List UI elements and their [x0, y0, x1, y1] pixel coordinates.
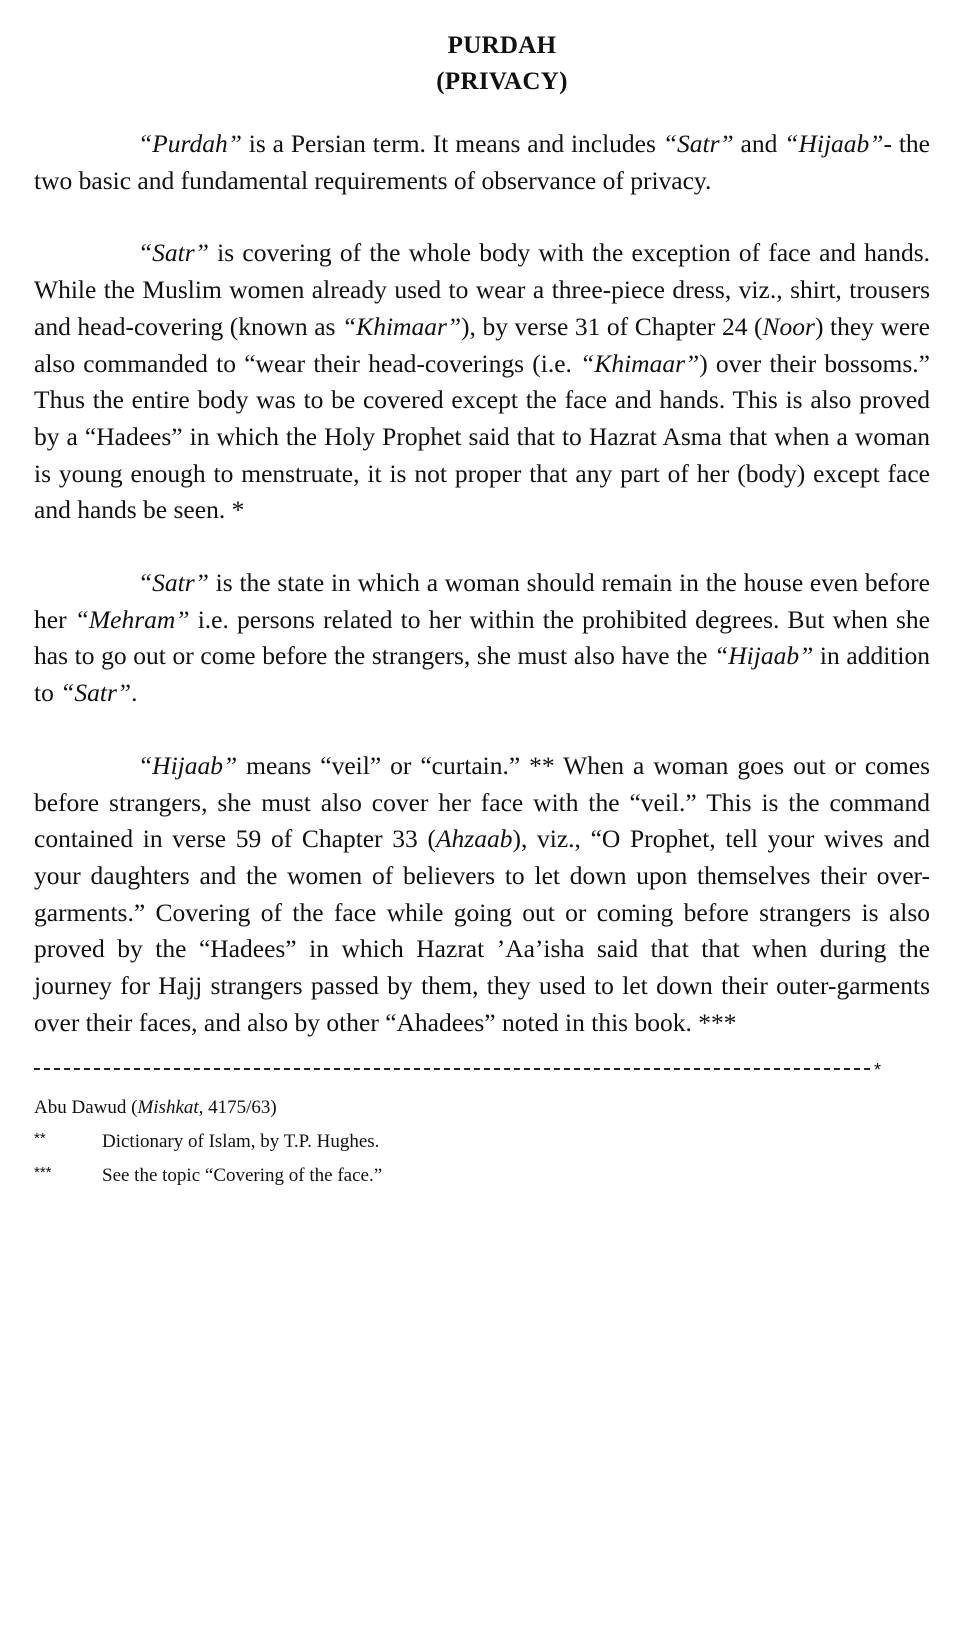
emphasized-term: “Khimaar” [342, 311, 462, 341]
text-run: ) over their bossoms.” Thus the entire body was to be covered except the face and hands. This is also proved by a “Hadees” in which the Holy Prophet said that to Hazrat Asma that when a woman is young enough to menstruate, it is not proper that any part of her (body) except face and hands be seen. * [34, 348, 930, 525]
text-run: and [733, 129, 785, 158]
text-run: 4175/63) [203, 1097, 277, 1119]
paragraph [34, 748, 930, 1042]
footnote-text [34, 1093, 277, 1123]
footnote-rule-mark: * [874, 1060, 882, 1081]
text-run: See the topic “Covering of the face.” [102, 1165, 383, 1187]
emphasized-term: “Satr” [138, 568, 209, 598]
text-run: i.e. persons related to her within the prohibited degrees. But when she has to go out or come before the strangers, she must also have the [34, 604, 930, 671]
emphasized-term: “Hijaab” [784, 129, 884, 158]
footnotes [34, 1093, 930, 1191]
text-run: is the state in which a woman should remain in the house even before her [34, 568, 930, 634]
emphasized-term: “Purdah” [138, 129, 242, 158]
text-run: is a Persian term. It means and includes [241, 129, 663, 158]
title-line-1: PURDAH [447, 32, 557, 59]
emphasized-term: “Hijaab” [714, 641, 814, 671]
paragraph [34, 126, 930, 199]
footnote-mark: *** [34, 1164, 52, 1182]
text-run: . [131, 678, 138, 708]
text-run: Dictionary of Islam, by T.P. Hughes. [102, 1131, 380, 1153]
emphasized-term: “Mehram” [74, 604, 190, 634]
text-run: is covering of the whole body with the exception of face and hands. While the Muslim women already used to wear a three-piece dress, viz., shirt, trousers and head-covering (known as [34, 238, 930, 341]
paragraph [34, 235, 930, 529]
text-run: in addition to [34, 641, 930, 708]
text-run: ), viz., “O Prophet, tell your wives and your daughters and the women of believers to let down upon themselves their over-garments.” Covering of the face while going out or coming before strangers is also proved by the “Hadees” in which Hazrat ’Aa’isha said that that when during the journey for Hajj strangers passed by them, they used to let down their outer-garments over their faces, and also by other “Ahadees” noted in this book. *** [34, 824, 931, 1037]
paragraph [34, 565, 930, 712]
footnote-text [102, 1161, 382, 1191]
text-run: Abu Dawud ( [34, 1097, 138, 1119]
footnote [34, 1127, 930, 1157]
body-text [34, 126, 930, 1041]
emphasized-term: “Khimaar” [580, 348, 700, 378]
emphasized-term: “Satr” [662, 129, 734, 158]
footnote-text [102, 1127, 379, 1157]
footnote [34, 1161, 930, 1191]
emphasized-term: Mishkat, [137, 1097, 204, 1119]
footnote [34, 1093, 930, 1123]
footnote-rule [34, 1068, 870, 1070]
emphasized-term: “Hijaab” [138, 750, 238, 780]
emphasized-term: Ahzaab [435, 824, 513, 854]
text-run: means “veil” or “curtain.” ** When a woman goes out or comes before strangers, she must also cover her face with the “veil.” This is the command contained in verse 59 of Chapter 33 ( [34, 750, 930, 854]
text-run: - the two basic and fundamental requirements of observance of privacy. [34, 129, 930, 195]
footnote-mark: ** [34, 1130, 46, 1148]
emphasized-term: “Satr” [138, 238, 209, 268]
footnote-separator [34, 1059, 930, 1081]
emphasized-term: Noor [762, 311, 815, 341]
text-run: ), by verse 31 of Chapter 24 ( [461, 311, 763, 341]
emphasized-term: “Satr” [60, 678, 132, 708]
text-run: ) they were also commanded to “wear their head-coverings (i.e. [34, 311, 930, 378]
title-line-2: (PRIVACY) [436, 68, 568, 95]
page-title [74, 28, 930, 100]
